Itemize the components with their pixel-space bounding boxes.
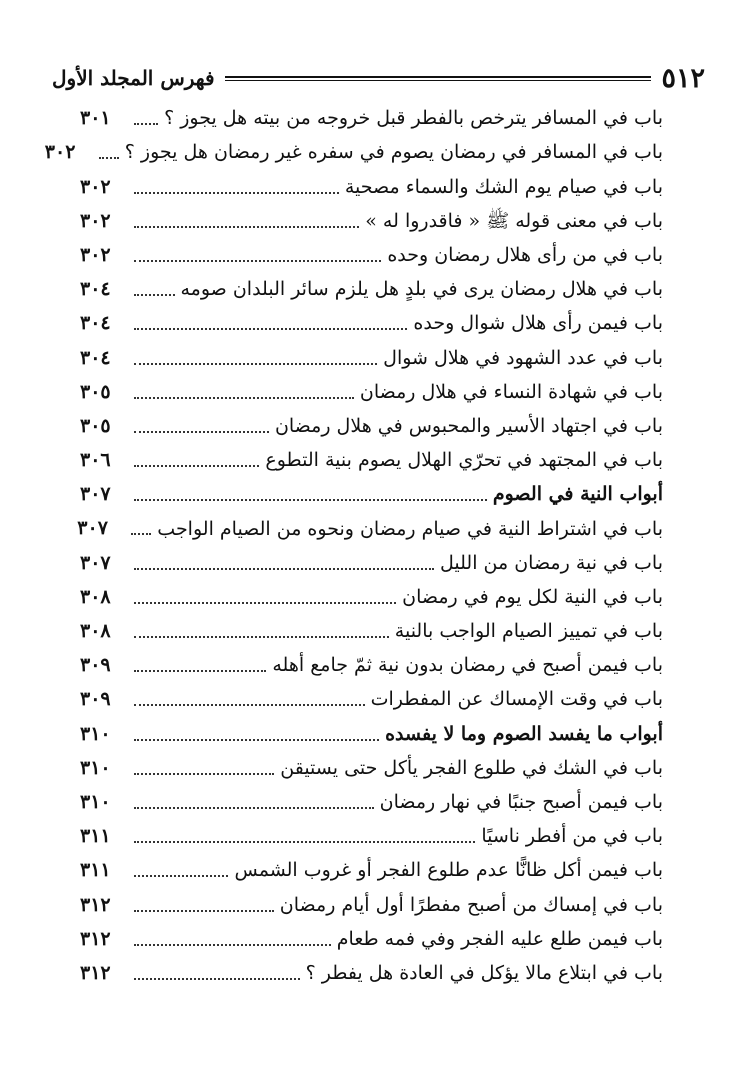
dot-leader [134,397,354,399]
table-of-contents [44,100,663,989]
entry-page-number: ٣٠٤ [80,312,111,335]
toc-entry [80,613,663,647]
entry-page-number: ٣١٠ [80,722,111,745]
toc-entry [80,647,663,681]
entry-title: باب في هلال رمضان يرى في بلدٍ هل يلزم سائر البلدان صومه [180,278,663,301]
entry-page-number: ٣٠٩ [80,654,111,677]
toc-entry [80,681,663,715]
dot-leader [134,875,228,877]
dot-leader [134,363,377,365]
toc-entry [80,100,663,134]
dot-leader [134,465,259,467]
entry-title: باب في المسافر في رمضان يصوم في سفره غير رمضان هل يجوز ؟ [124,141,663,164]
entry-page-number: ٣١١ [80,825,111,848]
entry-page-number: ٣٠٢ [80,209,111,232]
entry-title: باب في إمساك من أصبح مفطرًا أول أيام رمضان [279,893,663,916]
dot-leader [134,739,379,741]
dot-leader [134,328,407,330]
toc-entry [80,921,663,955]
dot-leader [134,670,266,672]
entry-page-number: ٣٠٩ [80,688,111,711]
entry-title: باب فيمن أكل ظانًّا عدم طلوع الفجر أو غروب الشمس [234,859,663,882]
entry-title: باب فيمن أصبح جنبًا في نهار رمضان [379,791,663,814]
dot-leader [134,260,381,262]
dot-leader [134,841,475,843]
entry-page-number: ٣٠٥ [80,380,111,403]
toc-entry [80,852,663,886]
toc-section-heading [80,715,663,749]
toc-entry [80,544,663,578]
entry-title: باب في نية رمضان من الليل [440,551,663,574]
toc-entry [80,271,663,305]
entry-title: باب في من رأى هلال رمضان وحده [387,244,663,267]
dot-leader [134,602,396,604]
entry-title: باب فيمن رأى هلال شوال وحده [413,312,663,335]
entry-page-number: ٣٠٥ [80,414,111,437]
entry-title: باب في عدد الشهود في هلال شوال [383,346,663,369]
entry-page-number: ٣١١ [80,859,111,882]
toc-entry [80,203,663,237]
toc-entry [77,510,663,544]
entry-title: باب في وقت الإمساك عن المفطرات [370,688,663,711]
entry-title: أبواب النية في الصوم [492,483,663,506]
toc-entry [80,339,663,373]
entry-page-number: ٣١٠ [80,790,111,813]
entry-title: باب في تمييز الصيام الواجب بالنية [394,620,663,643]
entry-title: باب في صيام يوم الشك والسماء مصحية [344,175,663,198]
entry-title: باب في النية لكل يوم في رمضان [402,585,663,608]
entry-title: باب في من أفطر ناسيًا [481,825,663,848]
entry-title: باب في ابتلاع مالا يؤكل في العادة هل يفطر ؟ [305,961,663,984]
dot-leader [134,978,300,980]
toc-entry [80,955,663,989]
entry-page-number: ٣٠٤ [80,346,111,369]
running-title: فهرس المجلد الأول [52,66,215,90]
page-number: ٥١٢ [661,62,705,94]
entry-title: باب في شهادة النساء في هلال رمضان [359,380,663,403]
dot-leader [134,944,331,946]
entry-page-number: ٣٠٨ [80,585,111,608]
dot-leader [131,533,151,535]
entry-title: باب فيمن طلع عليه الفجر وفي فمه طعام [336,927,663,950]
entry-page-number: ٣٠٤ [80,278,111,301]
entry-page-number: ٣٠١ [80,107,111,130]
dot-leader [134,192,339,194]
toc-entry [80,305,663,339]
dot-leader [99,157,119,159]
toc-entry [80,886,663,920]
page-header [52,60,705,96]
dot-leader [134,123,158,125]
toc-entry [80,442,663,476]
entry-page-number: ٣١٢ [80,961,111,984]
toc-entry [80,408,663,442]
dot-leader [134,431,269,433]
entry-page-number: ٣٠٧ [80,551,111,574]
toc-entry [80,579,663,613]
dot-leader [134,294,175,296]
toc-entry [80,374,663,408]
dot-leader [134,704,365,706]
dot-leader [134,226,359,228]
entry-page-number: ٣٠٧ [80,483,111,506]
entry-page-number: ٣٠٧ [77,517,108,540]
dot-leader [134,636,389,638]
entry-title: باب في اجتهاد الأسير والمحبوس في هلال رمضان [274,414,663,437]
entry-page-number: ٣١٠ [80,756,111,779]
entry-page-number: ٣٠٦ [80,449,111,472]
toc-entry [80,818,663,852]
entry-page-number: ٣٠٨ [80,620,111,642]
entry-page-number: ٣٠٢ [44,141,76,164]
entry-title: أبواب ما يفسد الصوم وما لا يفسده [385,722,663,745]
toc-entry [80,784,663,818]
entry-title: باب في المسافر يترخص بالفطر قبل خروجه من بيته هل يجوز ؟ [164,107,663,130]
dot-leader [134,568,434,570]
toc-entry [80,750,663,784]
entry-page-number: ٣١٢ [80,893,111,916]
entry-page-number: ٣٠٢ [80,175,111,198]
toc-entry [80,237,663,271]
entry-page-number: ٣٠٢ [80,243,111,266]
dot-leader [134,807,374,809]
header-rule [225,76,652,81]
entry-title: باب فيمن أصبح في رمضان بدون نية ثمّ جامع أهله [272,654,663,677]
toc-section-heading [80,476,663,510]
entry-title: باب في المجتهد في تحرّي الهلال يصوم بنية التطوع [265,449,663,472]
entry-title: باب في اشتراط النية في صيام رمضان ونحوه من الصيام الواجب [157,517,663,540]
toc-entry [80,168,663,202]
toc-entry [44,134,663,168]
entry-page-number: ٣١٢ [80,927,111,950]
entry-title: باب في الشك في طلوع الفجر يأكل حتى يستيقن [280,756,663,779]
entry-title: باب في معنى قوله ﷺ « فاقدروا له » [365,209,663,232]
dot-leader [134,910,274,912]
dot-leader [134,499,487,501]
dot-leader [134,773,274,775]
